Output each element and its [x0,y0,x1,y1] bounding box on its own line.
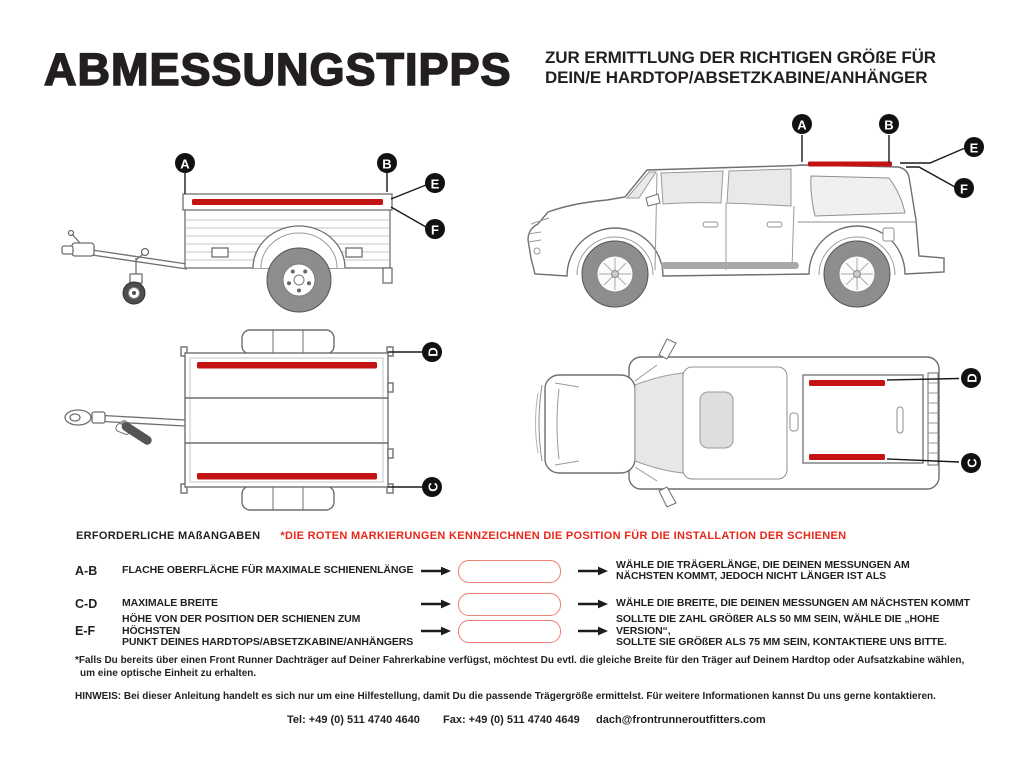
trailer-top-view-diagram [50,325,460,525]
trailer-wheel [267,248,331,312]
rail-position-stripe-bottom [809,454,885,460]
rear-wheel [819,237,895,307]
rail-position-stripe-top [197,362,377,369]
label-a-marker [792,114,812,134]
measurement-instruction: WÄHLE DIE BREITE, DIE DEINEN MESSUNGEN AM NÄCHSTEN KOMMT [616,597,970,610]
svg-text:A: A [797,117,807,133]
callout-leader-lines [388,352,422,487]
label-d-marker [422,342,442,362]
arrow-right-icon [414,566,458,576]
fuel-door [883,228,894,241]
truck-top-view-diagram [535,333,1000,528]
arrow-right-icon [570,566,616,576]
measurement-key: E-F [75,624,96,639]
arrow-right-icon [414,626,458,636]
trailer-side-view-diagram [50,148,450,318]
svg-text:B: B [382,156,392,172]
footnote-hinweis: HINWEIS: Bei dieser Anleitung handelt es sich nur um eine Hilfestellung, damit Du die passende Trägergröße ermittelst. Für weitere Informationen kannst Du uns gerne kontaktieren. [75,691,936,702]
cab-roof [683,367,787,479]
measurement-value-box[interactable] [458,593,561,616]
measurements-heading: ERFORDERLICHE MAßANGABEN [76,530,261,542]
sunroof [700,392,733,448]
contact-email[interactable]: dach@frontrunneroutfitters.com [596,714,766,726]
truck-bed [803,375,923,463]
rail-position-stripe [808,162,892,167]
arrow-right-icon [570,626,616,636]
canopy-window [811,176,905,216]
red-markings-note: *DIE ROTEN MARKIERUNGEN KENNZEICHNEN DIE POSITION FÜR DIE INSTALLATION DER SCHIENEN [280,530,847,542]
front-bumper-arc [539,385,542,461]
truck-side-view-diagram [515,110,995,310]
svg-text:E: E [430,176,440,192]
label-d-marker [961,368,981,388]
subtitle-line-1: ZUR ERMITTLUNG DER RICHTIGEN GRÖßE FÜR [545,48,936,67]
measurement-description: MAXIMALE BREITE [122,597,218,610]
trailer-top-body [181,330,393,510]
svg-text:F: F [431,222,439,238]
svg-text:F: F [960,181,968,197]
brake-light [790,413,798,431]
measurement-description: FLACHE OBERFLÄCHE FÜR MAXIMALE SCHIENENLÄNGE [122,564,414,577]
jockey-wheel [123,282,145,304]
measurement-instruction: SOLLTE DIE ZAHL GRÖßER ALS 50 MM SEIN, WÄHLE DIE „HOHE VERSION“, SOLLTE SIE GRÖßER ALS 75 MM SEIN, KONTAKTIERE UNS BITTE. [616,613,947,648]
front-wheel [577,237,653,307]
page-title: ABMESSUNGSTIPPS [44,44,512,95]
svg-text:D: D [425,347,441,357]
label-b-marker [879,114,899,134]
label-a-marker [175,153,195,173]
label-c-marker [961,453,981,473]
rail-position-stripe-top [809,380,885,386]
measurement-instruction: WÄHLE DIE TRÄGERLÄNGE, DIE DEINEN MESSUNGEN AM NÄCHSTEN KOMMT, JEDOCH NICHT LÄNGER IST ALS [616,558,910,582]
svg-text:D: D [964,373,980,383]
label-b-marker [377,153,397,173]
rail-position-stripe [192,199,383,205]
page-subtitle [545,48,936,88]
contact-tel: Tel: +49 (0) 511 4740 4640 [287,714,420,726]
svg-text:C: C [964,458,980,468]
bed-handle [897,407,903,433]
label-c-marker [422,477,442,497]
svg-text:A: A [180,156,190,172]
svg-text:B: B [884,117,894,133]
arrow-right-icon [414,599,458,609]
label-e-marker [964,137,984,157]
right-mirror [659,487,676,507]
label-f-marker [954,178,974,198]
measurement-value-box[interactable] [458,620,561,643]
svg-text:E: E [969,140,979,156]
label-f-marker [425,219,445,239]
contact-fax: Fax: +49 (0) 511 4740 4649 [443,714,580,726]
rail-position-stripe-bottom [197,473,377,480]
left-mirror [659,339,676,359]
measurement-key: A-B [75,564,98,578]
tailgate [928,373,938,465]
measurement-value-box[interactable] [458,560,561,583]
measurement-row-ab [75,556,980,586]
measurement-row-ef [75,614,980,648]
svg-text:C: C [425,482,441,492]
measurements-heading-row [76,530,846,542]
running-board [661,262,799,269]
subtitle-line-2: DEIN/E HARDTOP/ABSETZKABINE/ANHÄNGER [545,68,928,87]
measurement-key: C-D [75,597,98,611]
measurement-description: HÖHE VON DER POSITION DER SCHIENEN ZUM HÖCHSTEN PUNKT DEINES HARDTOPS/ABSETZKABINE/ANHÄNGERS [122,613,414,648]
trailer-drawbar [62,231,187,284]
footnote-asterisk: *Falls Du bereits über einen Front Runner Dachträger auf Deiner Fahrerkabine verfügst, möchtest Du evtl. die gleiche Breite für den Träger auf Deinem Hardtop oder Aufsatzkabine wählen, um eine optische Einheit zu erhalten. [75,655,965,679]
arrow-right-icon [570,599,616,609]
label-e-marker [425,173,445,193]
windshield [635,373,683,473]
